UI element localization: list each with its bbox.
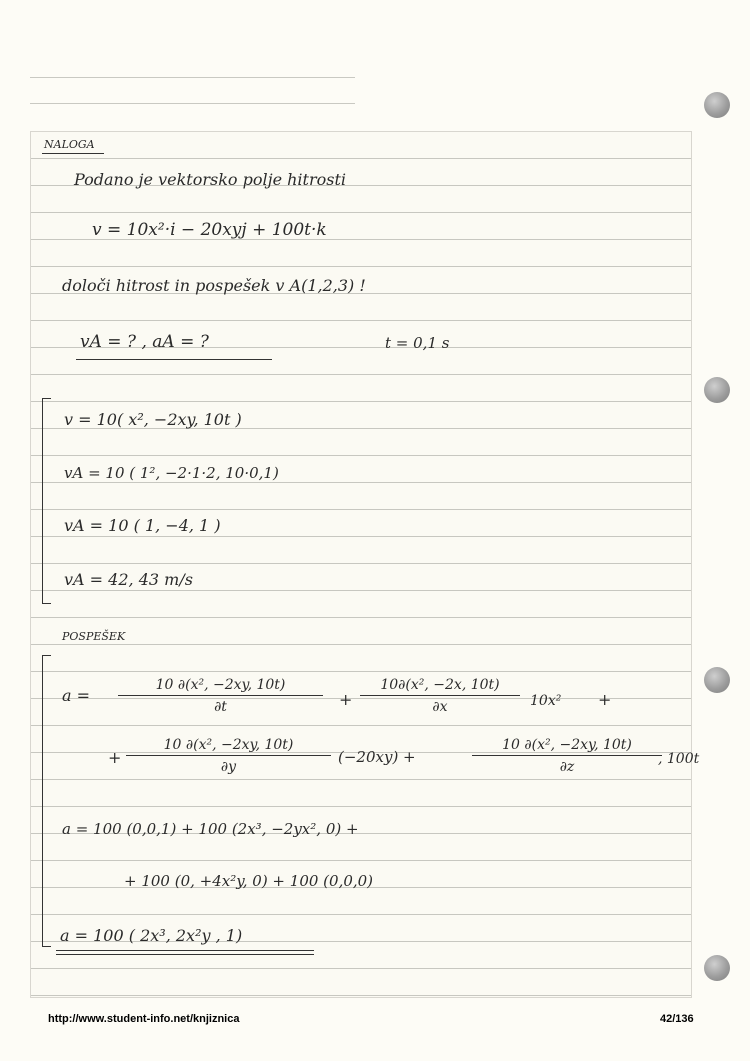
term-4-denominator: ∂z [559, 759, 575, 775]
problem-statement: Podano je vektorsko polje hitrosti [74, 170, 347, 189]
section-heading-naloga: NALOGA [44, 138, 95, 151]
punch-hole [704, 92, 730, 118]
unknowns-underline [76, 359, 272, 360]
velocity-step: vA = 10 ( 1², −2·1·2, 10·0,1) [64, 464, 279, 482]
term-2-numerator: 10∂(x², −2x, 10t) [380, 677, 500, 693]
page-number: 42/136 [660, 1013, 694, 1025]
fraction-bar [360, 695, 520, 696]
velocity-step: v = 10( x², −2xy, 10t ) [64, 410, 242, 429]
term-4-multiplier: , 100t [658, 751, 700, 767]
acceleration-bracket [42, 655, 51, 947]
term-4-numerator: 10 ∂(x², −2xy, 10t) [502, 737, 632, 753]
plus-sign: + [339, 690, 353, 709]
accel-result: a = 100 ( 2x³, 2x²y , 1) [60, 926, 243, 945]
accel-term-2 [360, 678, 520, 714]
term-3-numerator: 10 ∂(x², −2xy, 10t) [163, 737, 294, 753]
accel-term-4 [472, 738, 662, 774]
result-underline [56, 954, 314, 955]
fraction-bar [126, 755, 331, 756]
result-underline [56, 950, 314, 951]
velocity-step: vA = 10 ( 1, −4, 1 ) [64, 516, 221, 535]
heading-underline [42, 153, 104, 154]
term-3-denominator: ∂y [220, 759, 237, 775]
term-1-denominator: ∂t [214, 699, 227, 715]
ruled-notebook-area [30, 131, 692, 998]
punch-hole [704, 667, 730, 693]
accel-term-1 [118, 678, 323, 714]
plus-sign: + [598, 690, 612, 709]
term-3-multiplier: (−20xy) + [338, 748, 416, 766]
accel-label: a = [62, 686, 91, 705]
task-text: določi hitrost in pospešek v A(1,2,3) ! [62, 276, 366, 295]
unknowns: vA = ? , aA = ? [80, 332, 209, 352]
accel-term-3 [126, 738, 331, 774]
term-2-multiplier: 10x² [530, 693, 562, 709]
velocity-result: vA = 42, 43 m/s [64, 570, 193, 589]
velocity-bracket [42, 398, 51, 604]
header-rule [30, 77, 355, 78]
punch-hole [704, 955, 730, 981]
header-area [0, 0, 750, 130]
section-heading-pospesek: POSPEŠEK [62, 630, 126, 643]
term-1-numerator: 10 ∂(x², −2xy, 10t) [155, 677, 286, 693]
footer-url: http://www.student-info.net/knjiznica [48, 1013, 240, 1025]
accel-step: a = 100 (0,0,1) + 100 (2x³, −2yx², 0) + [62, 820, 359, 838]
header-rule [30, 103, 355, 104]
fraction-bar [472, 755, 662, 756]
punch-hole [704, 377, 730, 403]
term-2-denominator: ∂x [432, 699, 448, 715]
velocity-field-equation: v = 10x²·i − 20xyj + 100t·k [92, 220, 327, 240]
accel-step: + 100 (0, +4x²y, 0) + 100 (0,0,0) [124, 872, 374, 890]
plus-sign: + [108, 748, 122, 767]
fraction-bar [118, 695, 323, 696]
given-time: t = 0,1 s [385, 334, 450, 352]
